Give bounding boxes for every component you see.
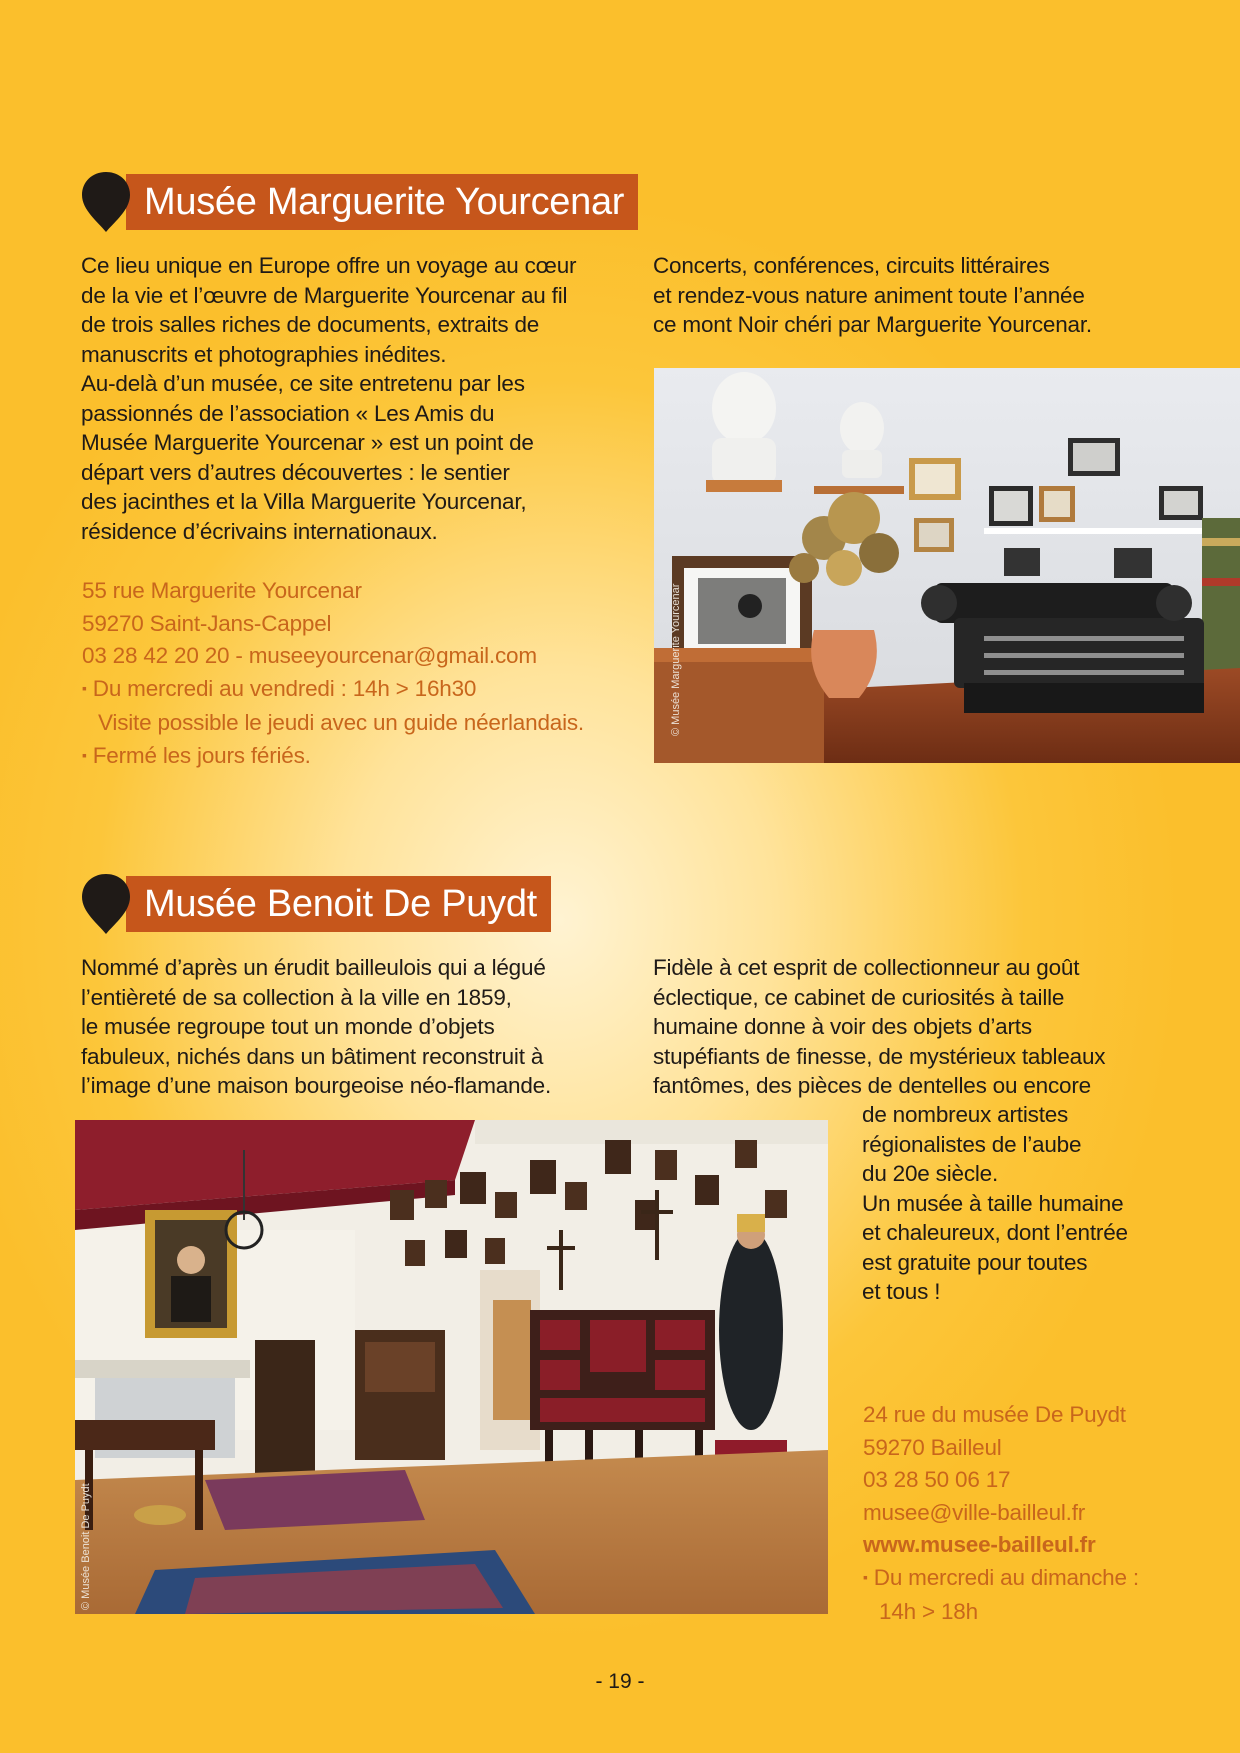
closed-days: ▪ Fermé les jours fériés. [82,740,584,775]
photo-de-puydt-room [75,1120,828,1614]
text-line: humaine donne à voir des objets d’arts [653,1014,1032,1039]
text-line: l’entièreté de sa collection à la ville en 1859, [81,984,512,1010]
city: 59270 Saint-Jans-Cappel [82,610,332,636]
description-col-3 [862,1100,1128,1307]
text-line: des jacinthes et la Villa Marguerite Yourcenar, [81,489,527,514]
page-number: - 19 - [595,1670,645,1693]
section-header-yourcenar [80,170,638,234]
text-line: ce mont Noir chéri par Marguerite Yourcenar. [653,312,1092,337]
text-line: le musée regroupe tout un monde d’objets [81,1014,495,1039]
description-col-1 [81,251,576,546]
text-line: régionalistes de l’aube [862,1131,1082,1157]
text-line: départ vers d’autres découvertes : le sentier [81,459,510,485]
text-line: de la vie et l’œuvre de Marguerite Yourcenar au fil [81,282,568,308]
email-link[interactable]: musee@ville-bailleul.fr [863,1499,1086,1525]
text-line: et tous ! [862,1279,941,1304]
contact-info-yourcenar [82,575,584,774]
text-line: fabuleux, nichés dans un bâtiment reconstruit à [81,1043,544,1069]
city: 59270 Bailleul [863,1434,1002,1460]
address: 24 rue du musée De Puydt [863,1402,1126,1427]
text-line: Concerts, conférences, circuits littéraires [653,253,1050,278]
section-header-de-puydt [80,872,551,936]
hours-note: Visite possible le jeudi avec un guide néerlandais. [98,710,584,735]
contact-info-de-puydt [863,1399,1139,1629]
opening-hours: ▪ Du mercredi au vendredi : 14h > 16h30 [82,673,584,708]
text-line: Fidèle à cet esprit de collectionneur au goût [653,955,1080,980]
description-col-1 [81,953,551,1101]
location-pin-icon [80,170,132,234]
section-title: Musée Marguerite Yourcenar [126,174,638,230]
opening-hours: ▪ Du mercredi au dimanche : [863,1562,1139,1597]
text-line: et rendez-vous nature animent toute l’année [653,282,1085,308]
text-line: l’image d’une maison bourgeoise néo-flamande. [81,1073,552,1098]
website-link[interactable]: www.musee-bailleul.fr [863,1532,1096,1557]
text-line: de trois salles riches de documents, extraits de [81,312,540,337]
photo-credit: © Musée Benoit De Puydt [80,1483,92,1610]
text-line: du 20e siècle. [862,1161,999,1186]
text-line: de nombreux artistes [862,1102,1069,1127]
location-pin-icon [80,872,132,936]
text-line: résidence d’écrivains internationaux. [81,518,438,544]
text-line: Au-delà d’un musée, ce site entretenu par les [81,371,525,396]
description-col-2 [653,251,1092,340]
phone-email: 03 28 42 20 20 - museeyourcenar@gmail.com [82,643,537,668]
text-line: fantômes, des pièces de dentelles ou encore [653,1073,1091,1098]
text-line: passionnés de l’association « Les Amis du [81,400,495,426]
address: 55 rue Marguerite Yourcenar [82,578,362,603]
text-line: est gratuite pour toutes [862,1249,1088,1275]
text-line: et chaleureux, dont l’entrée [862,1220,1128,1245]
section-title: Musée Benoit De Puydt [126,876,551,932]
photo-yourcenar-study [654,368,1240,763]
opening-hours-time: 14h > 18h [879,1599,978,1624]
description-col-2 [653,953,1105,1101]
text-line: stupéfiants de finesse, de mystérieux tableaux [653,1043,1106,1069]
text-line: éclectique, ce cabinet de curiosités à taille [653,984,1065,1010]
text-line: Musée Marguerite Yourcenar » est un point de [81,430,534,455]
text-line: Un musée à taille humaine [862,1190,1124,1216]
text-line: Nommé d’après un érudit bailleulois qui a légué [81,955,546,980]
text-line: Ce lieu unique en Europe offre un voyage au cœur [81,253,577,278]
photo-credit: © Musée Marguerite Yourcenar [670,583,682,736]
phone: 03 28 50 06 17 [863,1467,1011,1492]
text-line: manuscrits et photographies inédites. [81,341,447,367]
